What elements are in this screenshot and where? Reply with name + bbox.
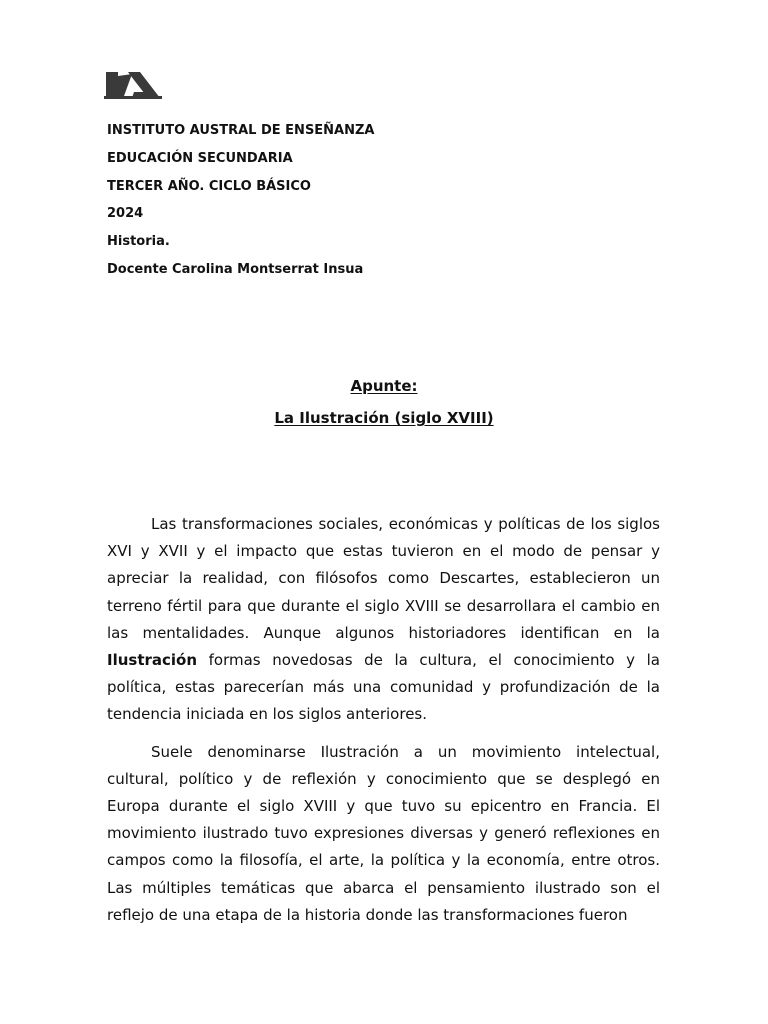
paragraph-2: Suele denominarse Ilustración a un movimiento intelectual, cultural, político y de reflexión y conocimiento que se desplegó en Europa durante el siglo XVIII y que tuvo su epicentro en Francia. El movimiento ilustrado tuvo expresiones diversas y generó reflexiones en campos como la filosofía, el arte, la política y la economía, entre otros. Las múltiples temáticas que abarca el pensamiento ilustrado son el reflejo de una etapa de la historia donde las transformaciones fueron	[107, 742, 660, 924]
school-logo-icon	[104, 70, 162, 100]
education-level: EDUCACIÓN SECUNDARIA	[107, 150, 293, 166]
course-year: TERCER AÑO. CICLO BÁSICO	[107, 178, 311, 194]
document-title: Apunte:	[350, 377, 418, 395]
paragraph-1-bold-term: Ilustración	[107, 651, 198, 670]
institution-name: INSTITUTO AUSTRAL DE ENSEÑANZA	[107, 123, 375, 138]
paragraph-1-text-a: Las transformaciones sociales, económicas y políticas de los siglos XVI y XVII y el impacto que estas tuvieron en el modo de pensar y apreciar la realidad, con filósofos como Descartes, establecieron un terreno fértil para que durante el siglo XVIII se desarrollara el cambio en las mentalidades. Aunque algunos historiadores identifican en la	[107, 515, 660, 642]
paragraph-1	[107, 511, 660, 729]
document-subtitle: La Ilustración (siglo XVIII)	[274, 409, 494, 427]
subject: Historia.	[107, 234, 170, 250]
document-subtitle-block	[0, 408, 768, 427]
school-year: 2024	[107, 206, 144, 222]
document-body	[107, 511, 660, 939]
teacher-name: Docente Carolina Montserrat Insua	[107, 261, 364, 277]
document-title-block	[0, 376, 768, 395]
document-header	[107, 117, 667, 284]
paragraph-1-text-b: formas novedosas de la cultura, el conocimiento y la política, estas parecerían más una comunidad y profundización de la tendencia iniciada en los siglos anteriores.	[107, 651, 660, 724]
